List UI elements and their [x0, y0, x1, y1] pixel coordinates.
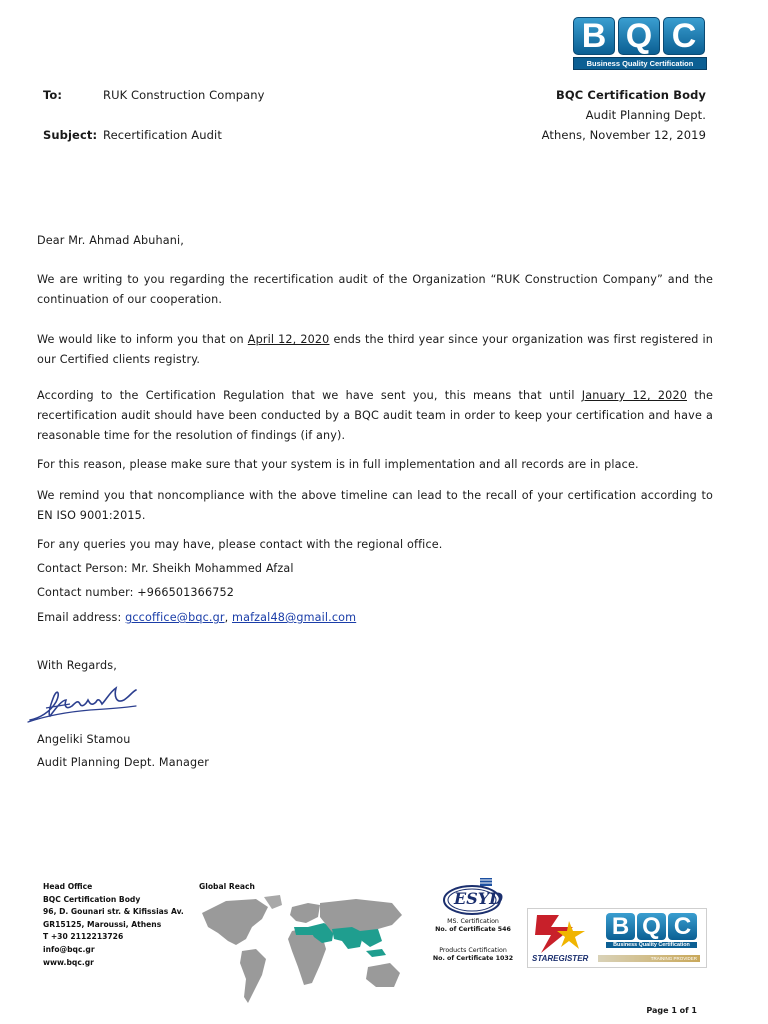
logo-letter-b: B: [573, 17, 615, 55]
head-office-company: BQC Certification Body: [43, 894, 141, 904]
head-office-block: [43, 881, 184, 969]
salutation: Dear Mr. Ahmad Abuhani,: [37, 234, 184, 247]
logo-tagline: Business Quality Certification: [573, 57, 707, 70]
star-emblem-icon: [533, 913, 593, 955]
contact-number: Contact number: +966501366752: [37, 586, 235, 599]
email-separator: ,: [224, 611, 233, 624]
signature-image: [26, 678, 141, 726]
logo-letter-q: Q: [618, 17, 660, 55]
small-logo-c: C: [668, 913, 697, 940]
world-map-image: [196, 893, 408, 1015]
contact-person: Contact Person: Mr. Sheikh Mohammed Afzal: [37, 562, 294, 575]
small-logo-tagline: Business Quality Certification: [606, 942, 697, 948]
head-office-title: Head Office: [43, 882, 93, 891]
ms-cert-line1: MS. Certification: [447, 918, 499, 925]
page-number: Page 1 of 1: [646, 1006, 697, 1015]
head-office-phone: T +30 2112213726: [43, 932, 124, 942]
place-date: Athens, November 12, 2019: [541, 128, 706, 142]
paragraph-5: We remind you that noncompliance with the above timeline can lead to the recall of your certification according to EN ISO 9001:2015.: [37, 489, 713, 522]
p2-before: We would like to inform you that on: [37, 333, 248, 346]
paragraph-3: [37, 386, 713, 446]
dept-name: Audit Planning Dept.: [585, 108, 706, 122]
bqc-logo: [573, 17, 707, 70]
global-reach-label: Global Reach: [199, 882, 255, 891]
org-name: BQC Certification Body: [556, 88, 706, 102]
staregister-text: STAREGISTER: [532, 954, 589, 963]
email-link-mafzal[interactable]: mafzal48@gmail.com: [232, 611, 357, 624]
esyd-text: ESYD: [454, 889, 504, 908]
small-logo-q: Q: [637, 913, 666, 940]
ms-cert: [427, 918, 519, 933]
p3-after: the recertification audit should have been conducted by a BQC audit team in order to keep your certification and have a reasonable time for the resolution of findings (if any).: [37, 389, 713, 442]
signer-name: Angeliki Stamou: [37, 733, 131, 746]
email-label: Email address:: [37, 611, 126, 624]
to-value: RUK Construction Company: [103, 88, 265, 102]
p2-after: ends the third year since your organization was first registered in our Certified clients registry.: [37, 333, 714, 366]
small-logo-b: B: [606, 913, 635, 940]
prod-cert: [427, 947, 519, 962]
email-link-gccoffice[interactable]: gccoffice@bqc.gr: [125, 611, 225, 624]
head-office-email: info@bqc.gr: [43, 944, 95, 954]
subject-value: Recertification Audit: [103, 128, 222, 142]
p3-before: According to the Certification Regulation that we have sent you, this means that until: [37, 389, 582, 402]
prod-cert-line1: Products Certification: [439, 947, 507, 954]
head-office-street: 96, D. Gounari str. & Kifissias Av.: [43, 907, 184, 917]
paragraph-2: [37, 330, 713, 370]
staregister-logo: [527, 908, 707, 968]
p2-date: April 12, 2020: [247, 333, 330, 346]
to-label: To:: [43, 88, 63, 102]
subject-label: Subject:: [43, 128, 98, 142]
p3-date: January 12, 2020: [581, 389, 687, 402]
logo-letter-c: C: [663, 17, 705, 55]
closing: With Regards,: [37, 659, 117, 672]
head-office-web: www.bqc.gr: [43, 957, 94, 967]
training-provider-bar: TRAINING PROVIDER: [598, 955, 700, 962]
paragraph-6: For any queries you may have, please contact with the regional office.: [37, 538, 443, 551]
head-office-city: GR15125, Maroussi, Athens: [43, 919, 162, 929]
paragraph-4: For this reason, please make sure that your system is in full implementation and all records are in place.: [37, 458, 639, 471]
prod-cert-line2: No. of Certificate 1032: [432, 954, 514, 962]
ms-cert-line2: No. of Certificate 546: [435, 925, 511, 933]
esyd-logo: [440, 876, 506, 920]
signer-title: Audit Planning Dept. Manager: [37, 756, 209, 769]
small-bqc-logo: [606, 913, 697, 940]
paragraph-1: We are writing to you regarding the recertification audit of the Organization “RUK Construction Company” and the continuation of our cooperation.: [37, 273, 713, 306]
email-line: [37, 608, 713, 628]
